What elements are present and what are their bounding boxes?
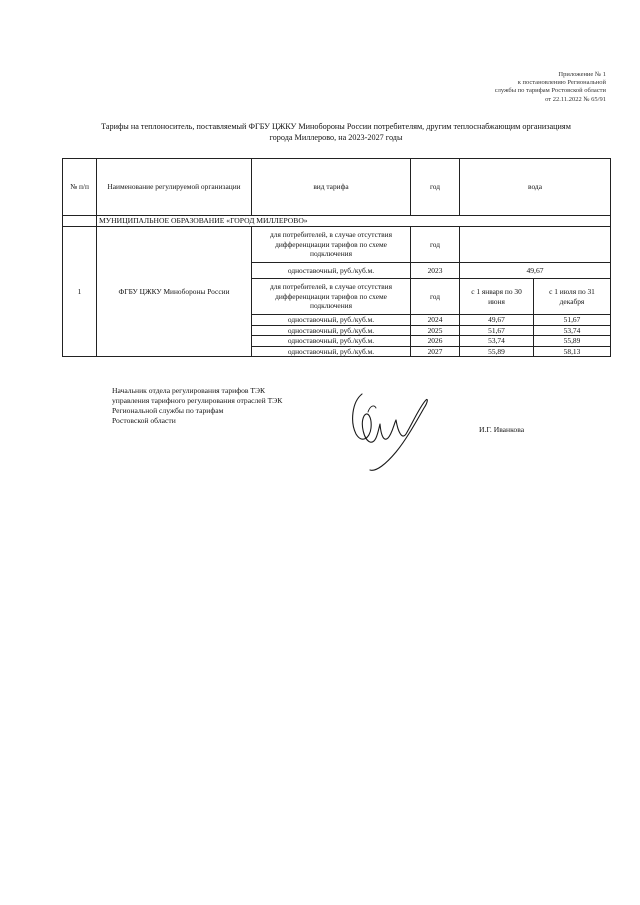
appendix-line: от 22.11.2022 № 65/91 <box>545 95 606 103</box>
appendix-note <box>386 71 606 104</box>
org-name: ФГБУ ЦЖКУ Минобороны России <box>97 227 252 357</box>
tariff-type-cell: одноставочный, руб./куб.м. <box>252 325 411 336</box>
title-line-1: Тарифы на теплоноситель, поставляемый ФГБУ ЦЖКУ Минобороны России потребителям, другим теплоснабжающим организациям <box>101 122 571 131</box>
period-2-header: с 1 июля по 31 декабря <box>534 279 611 315</box>
document-title <box>62 121 610 143</box>
header-org: Наименование регулируемой организации <box>97 159 252 216</box>
year-cell: 2023 <box>411 263 460 279</box>
year-cell: 2026 <box>411 336 460 347</box>
year-cell: 2027 <box>411 346 460 357</box>
tariff-type-cell: для потребителей, в случае отсутствия дифференциации тарифов по схеме подключения <box>252 279 411 315</box>
tariff-type-cell: одноставочный, руб./куб.м. <box>252 336 411 347</box>
header-tariff-type: вид тарифа <box>252 159 411 216</box>
table-header-row <box>63 159 611 216</box>
tariff-table <box>62 158 611 357</box>
signer-name: И.Г. Иванкова <box>479 425 525 434</box>
signatory-line: Начальник отдела регулирования тарифов ТЭК <box>112 386 266 395</box>
value-cell: 55,89 <box>534 336 611 347</box>
row-number: 1 <box>63 227 97 357</box>
section-label: МУНИЦИПАЛЬНОЕ ОБРАЗОВАНИЕ «ГОРОД МИЛЛЕРОВО» <box>97 216 611 227</box>
signatory-position <box>112 386 282 426</box>
tariff-type-cell: одноставочный, руб./куб.м. <box>252 315 411 326</box>
value-cell: 53,74 <box>460 336 534 347</box>
value-cell: 51,67 <box>460 325 534 336</box>
value-cell: 51,67 <box>534 315 611 326</box>
year-cell: год <box>411 279 460 315</box>
header-num: № п/п <box>63 159 97 216</box>
tariff-type-cell: одноставочный, руб./куб.м. <box>252 346 411 357</box>
appendix-line: к постановлению Региональной <box>517 79 606 87</box>
tariff-type-cell: для потребителей, в случае отсутствия дифференциации тарифов по схеме подключения <box>252 227 411 263</box>
header-year: год <box>411 159 460 216</box>
empty-cell <box>460 227 611 263</box>
signatory-line: управления тарифного регулирования отраслей ТЭК <box>112 396 283 405</box>
signatory-line: Региональной службы по тарифам <box>112 406 224 415</box>
value-cell: 49,67 <box>460 315 534 326</box>
signatory-line: Ростовской области <box>112 416 176 425</box>
header-water: вода <box>460 159 611 216</box>
value-cell: 53,74 <box>534 325 611 336</box>
period-1-header: с 1 января по 30 июня <box>460 279 534 315</box>
handwritten-signature <box>340 388 436 476</box>
value-cell: 49,67 <box>460 263 611 279</box>
title-line-2: города Миллерово, на 2023-2027 годы <box>269 133 403 142</box>
value-cell: 55,89 <box>460 346 534 357</box>
appendix-line: Приложение № 1 <box>558 71 606 78</box>
section-row <box>63 216 611 227</box>
value-cell: 58,13 <box>534 346 611 357</box>
table-row <box>63 227 611 263</box>
year-cell: 2025 <box>411 325 460 336</box>
year-cell: год <box>411 227 460 263</box>
appendix-line: службы по тарифам Ростовской области <box>494 87 606 95</box>
tariff-type-cell: одноставочный, руб./куб.м. <box>252 263 411 279</box>
year-cell: 2024 <box>411 315 460 326</box>
